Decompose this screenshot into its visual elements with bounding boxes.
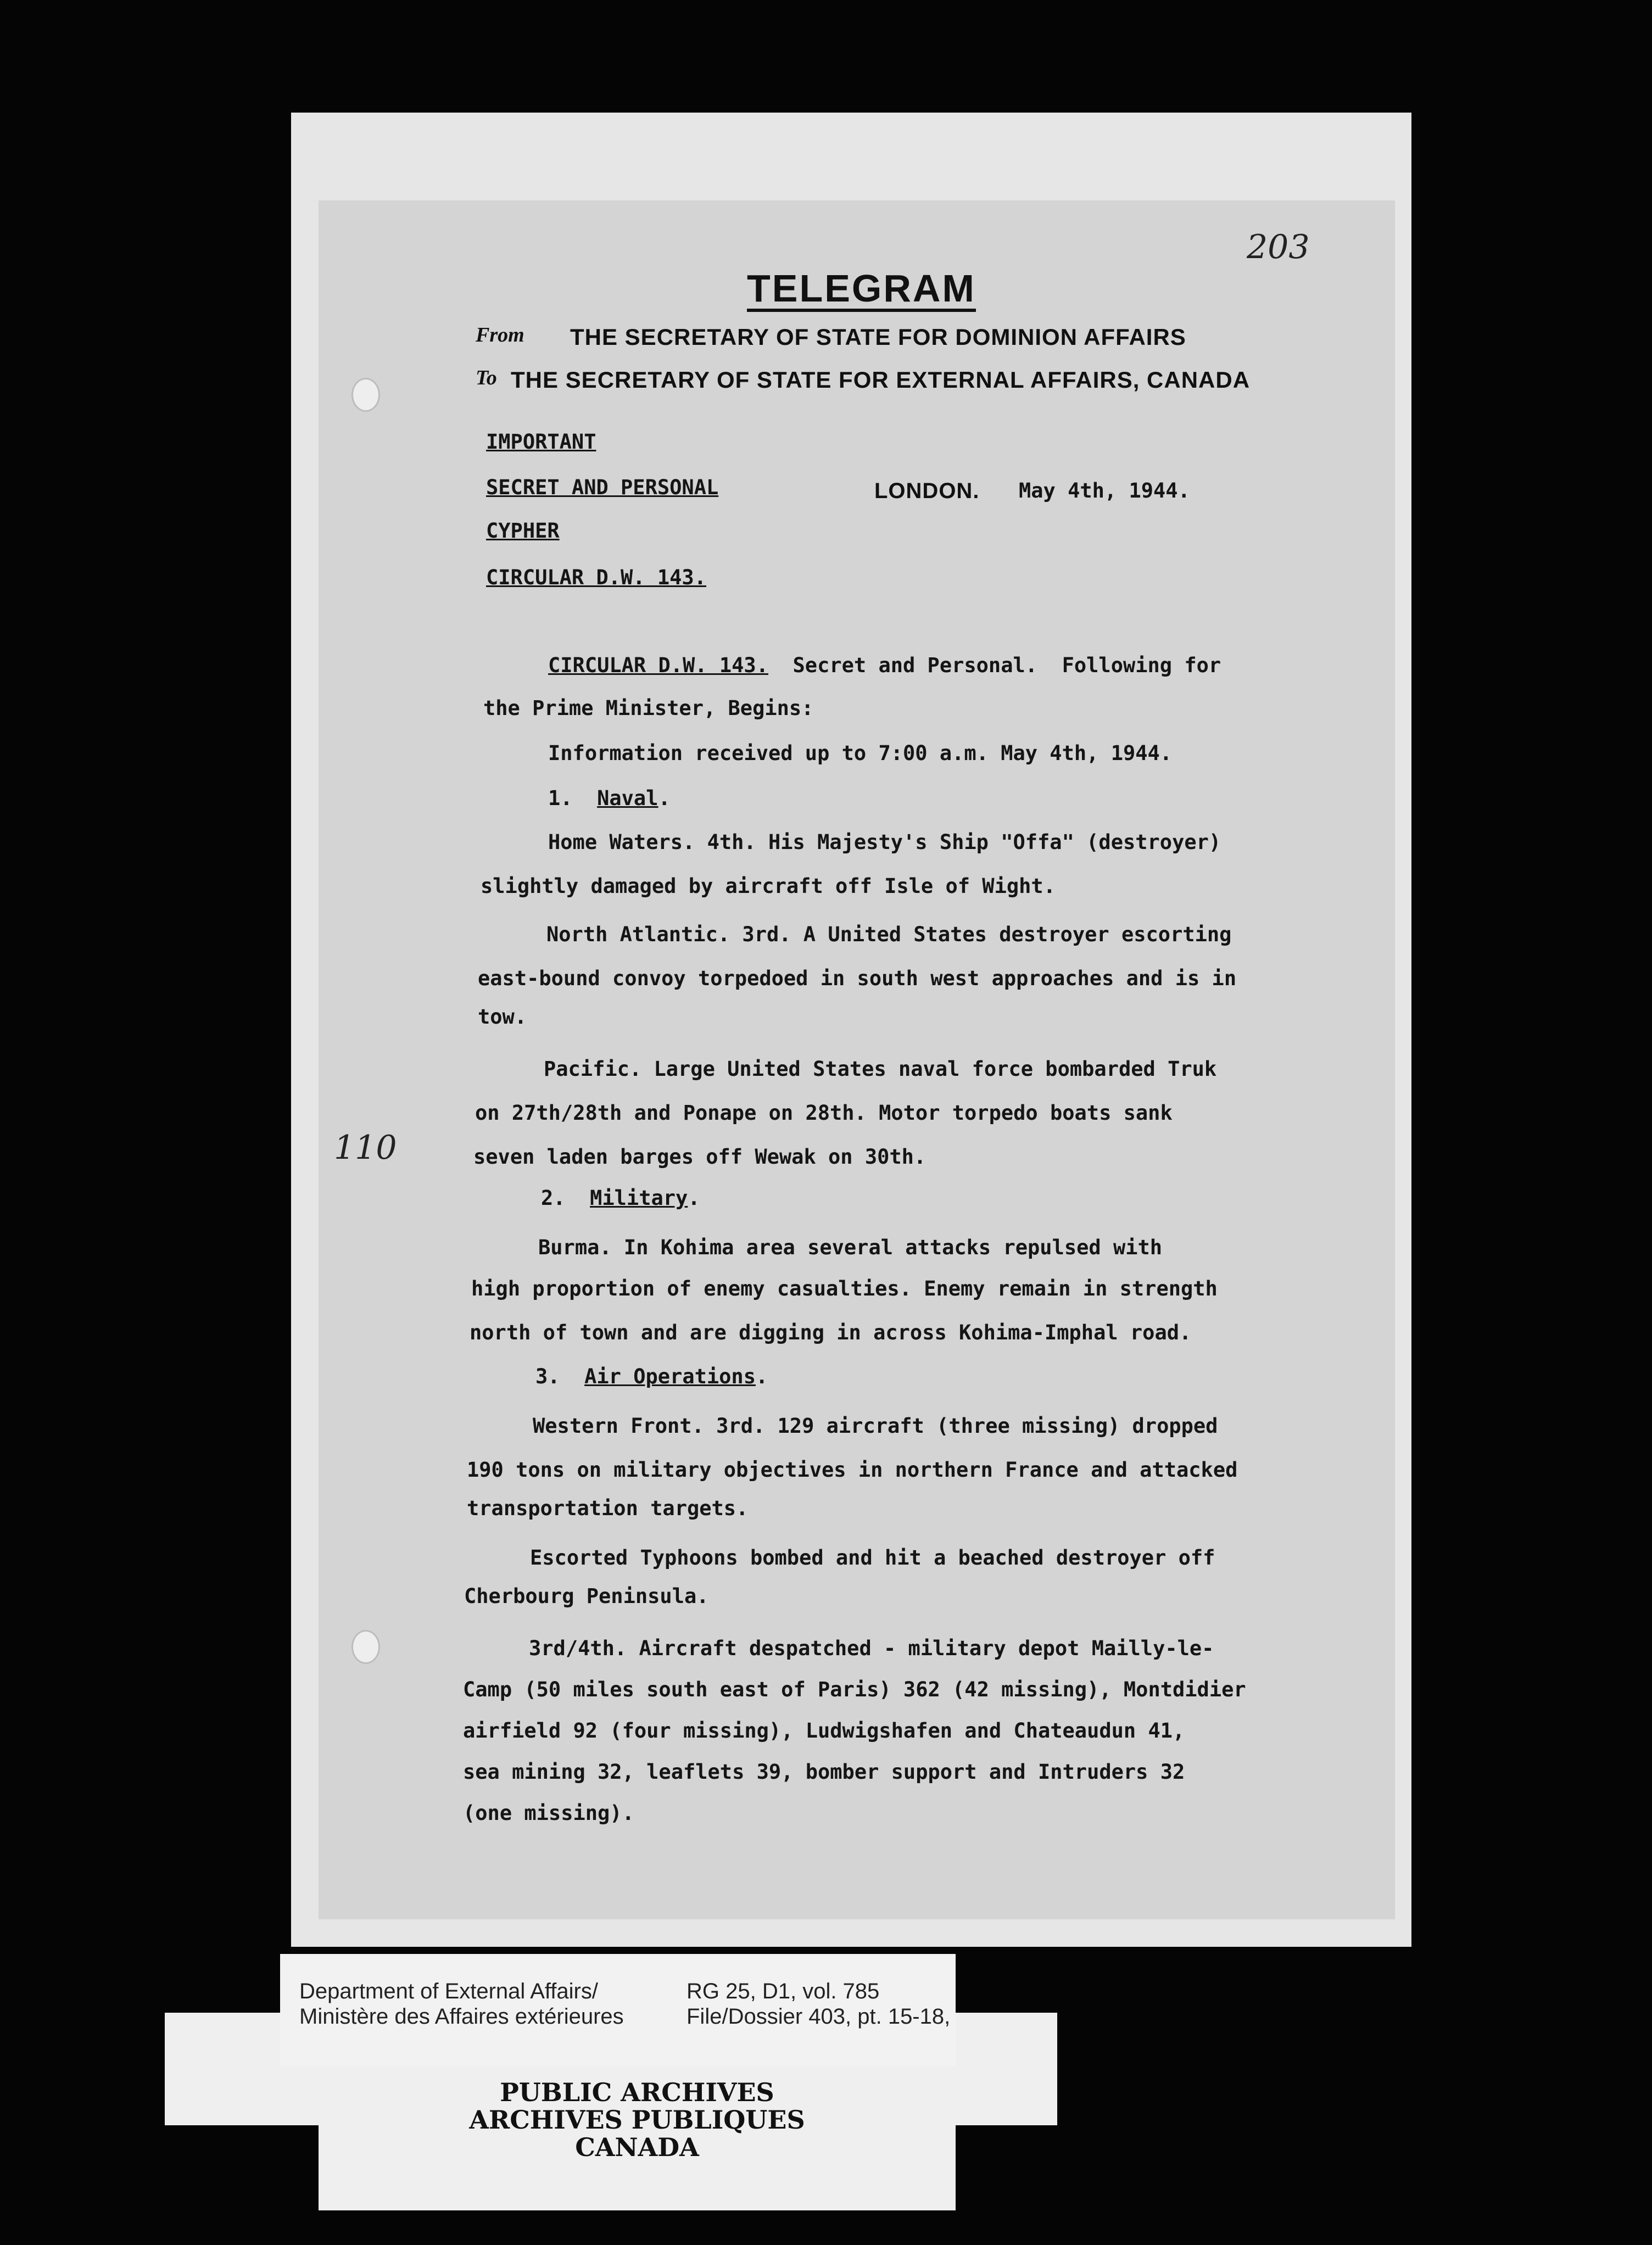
archives-line-en: PUBLIC ARCHIVES <box>500 2078 774 2107</box>
punch-hole-top <box>351 378 380 412</box>
classification-cypher: CYPHER <box>486 519 560 543</box>
section-heading-air: 3. Air Operations. <box>535 1365 768 1388</box>
body-line: Escorted Typhoons bombed and hit a beached destroyer off <box>530 1546 1215 1570</box>
archive-reference-label <box>280 1954 956 2067</box>
body-line: Camp (50 miles south east of Paris) 362 (42 missing), Montdidier <box>463 1678 1246 1701</box>
classification-circular: CIRCULAR D.W. 143. <box>486 566 706 589</box>
body-line: Pacific. Large United States naval force bombarded Truk <box>544 1057 1217 1081</box>
page-number-mark: 203 <box>1247 228 1310 266</box>
body-line: (one missing). <box>463 1801 634 1825</box>
body-line: the Prime Minister, Begins: <box>483 696 814 720</box>
punch-hole-bottom <box>351 1630 380 1664</box>
body-line: 3rd/4th. Aircraft despatched - military depot Mailly-le- <box>529 1637 1214 1660</box>
body-line: Information received up to 7:00 a.m. May 4th, 1944. <box>548 741 1173 765</box>
body-line: North Atlantic. 3rd. A United States destroyer escorting <box>546 923 1232 946</box>
section-heading-naval: 1. Naval. <box>548 786 671 810</box>
to-label: To <box>476 366 497 389</box>
archives-line-country: CANADA <box>575 2132 699 2162</box>
body-line: on 27th/28th and Ponape on 28th. Motor torpedo boats sank <box>475 1101 1173 1125</box>
circular-ref: CIRCULAR D.W. 143. <box>548 654 768 677</box>
from-value: THE SECRETARY OF STATE FOR DOMINION AFFAIRS <box>570 324 1186 350</box>
reference-file: File/Dossier 403, pt. 15-18, <box>687 2004 951 2029</box>
department-fr: Ministère des Affaires extérieures <box>299 2004 624 2029</box>
date: May 4th, 1944. <box>1019 479 1190 502</box>
classification-secret: SECRET AND PERSONAL <box>486 476 719 499</box>
archives-stamp <box>319 2079 956 2177</box>
body-line: sea mining 32, leaflets 39, bomber support and Intruders 32 <box>463 1760 1185 1784</box>
body-line: slightly damaged by aircraft off Isle of Wight. <box>481 874 1056 898</box>
body-line: east-bound convoy torpedoed in south west approaches and is in <box>478 967 1237 990</box>
telegram-title: TELEGRAM <box>747 269 976 312</box>
body-line: Home Waters. 4th. His Majesty's Ship "Offa" (destroyer) <box>548 830 1221 854</box>
body-line: seven laden barges off Wewak on 30th. <box>473 1145 927 1169</box>
body-line: Cherbourg Peninsula. <box>464 1584 709 1608</box>
from-label: From <box>476 323 524 347</box>
body-line: Burma. In Kohima area several attacks repulsed with <box>538 1236 1163 1259</box>
body-line: transportation targets. <box>467 1496 749 1520</box>
margin-number-mark: 110 <box>334 1129 397 1167</box>
archives-line-fr: ARCHIVES PUBLIQUES <box>469 2105 805 2135</box>
body-line: 190 tons on military objectives in northern France and attacked <box>467 1458 1238 1482</box>
body-line: airfield 92 (four missing), Ludwigshafen and Chateaudun 41, <box>463 1719 1185 1743</box>
body-line: north of town and are digging in across Kohima-Imphal road. <box>470 1321 1192 1344</box>
department-en: Department of External Affairs/ <box>299 1979 598 2003</box>
reference-rg: RG 25, D1, vol. 785 <box>687 1979 880 2003</box>
location: LONDON. <box>874 479 980 503</box>
to-value: THE SECRETARY OF STATE FOR EXTERNAL AFFAIRS, CANADA <box>511 367 1251 393</box>
body-line: Western Front. 3rd. 129 aircraft (three missing) dropped <box>533 1414 1218 1438</box>
section-heading-military: 2. Military. <box>541 1186 700 1210</box>
body-line: tow. <box>478 1005 527 1029</box>
body-line: CIRCULAR D.W. 143. Secret and Personal. Following for <box>548 654 1221 677</box>
classification-important: IMPORTANT <box>486 430 596 454</box>
body-line: high proportion of enemy casualties. Enemy remain in strength <box>471 1277 1218 1300</box>
